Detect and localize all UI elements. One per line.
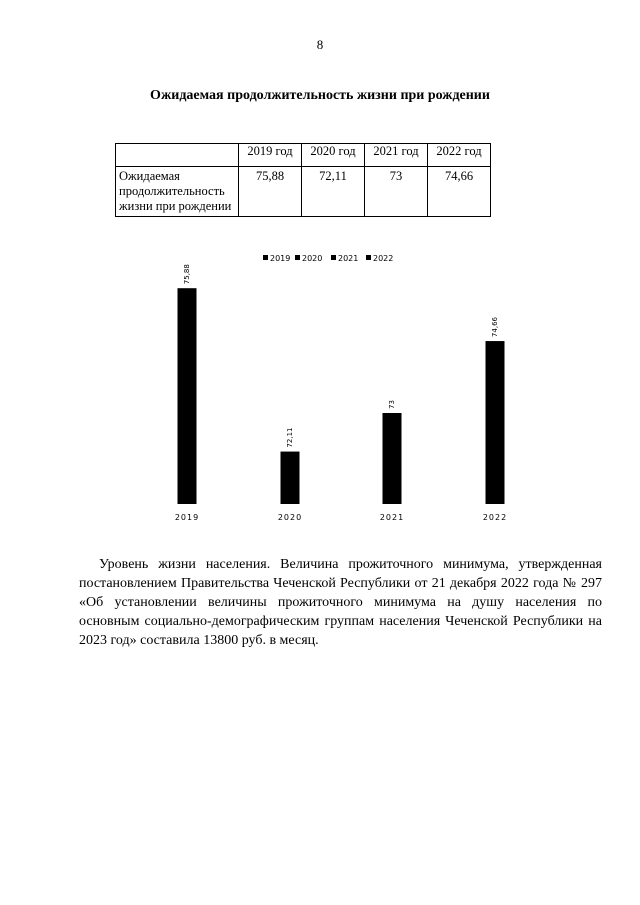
table-header-2021: 2021 год [365,144,428,167]
chart-svg [150,250,530,530]
table-cell-2021: 73 [365,167,428,217]
page-number: 8 [316,37,324,52]
x-tick-2021: 2021 [379,513,405,522]
life-expectancy-table [115,143,491,217]
table-row [116,167,491,217]
x-tick-2022: 2022 [482,513,508,522]
data-label-2019: 75,88 [183,264,191,285]
legend-swatch-2019 [263,255,268,260]
legend-label-2019: 2019 [270,254,291,263]
table-cell-2020: 72,11 [302,167,365,217]
x-tick-2020: 2020 [277,513,303,522]
table-row-label: Ожидаемая продолжительность жизни при рождении [116,167,239,217]
legend-swatch-2021 [331,255,336,260]
bar-2022 [486,341,505,504]
x-tick-2019: 2019 [174,513,200,522]
legend-label-2021: 2021 [338,254,359,263]
life-expectancy-chart [150,250,530,530]
data-label-2021: 73 [388,400,396,409]
legend-label-2022: 2022 [373,254,394,263]
table-cell-2019: 75,88 [239,167,302,217]
table-header-2022: 2022 год [428,144,491,167]
table-cell-2022: 74,66 [428,167,491,217]
bar-2021 [383,413,402,504]
data-label-2022: 74,66 [491,317,499,338]
legend-swatch-2020 [295,255,300,260]
bar-2020 [281,452,300,504]
legend-label-2020: 2020 [302,254,323,263]
table-header-2020: 2020 год [302,144,365,167]
section-title: Ожидаемая продолжительность жизни при рождении [150,88,490,103]
body-paragraph: Уровень жизни населения. Величина прожиточного минимума, утвержденная постановлением Правительства Чеченской Республики от 21 декабря 2022 года № 297 «Об установлении величины прожиточного минимума на душу населения по основным социально-демографическим группам населения Чеченской Республики на 2023 год» составила 13800 руб. в месяц. [79,557,602,648]
legend-swatch-2022 [366,255,371,260]
data-label-2020: 72,11 [286,427,294,448]
table-header-2019: 2019 год [239,144,302,167]
bar-2019 [178,288,197,504]
table-header-row [116,144,491,167]
table-corner-cell [116,144,239,167]
